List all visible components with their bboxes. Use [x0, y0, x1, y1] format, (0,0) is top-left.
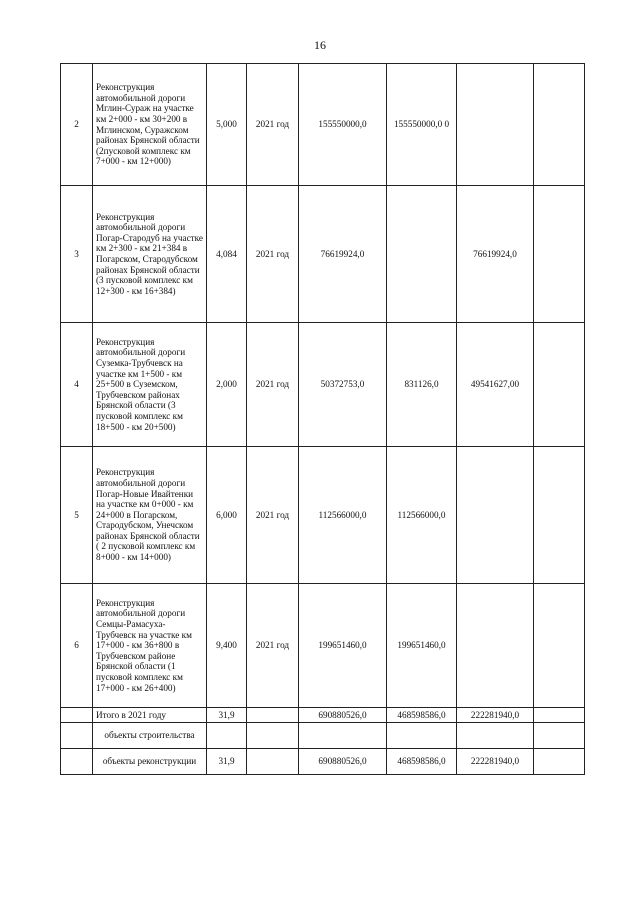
empty-cell [457, 723, 534, 749]
object-year: 2021 год [247, 584, 299, 708]
object-length: 4,084 [207, 186, 247, 323]
object-value-1 [387, 186, 457, 323]
page-number: 16 [314, 38, 326, 52]
object-value-1: 155550000,0 0 [387, 64, 457, 186]
object-name: Реконструкция автомобильной дороги Погар-Стародуб на участке км 2+300 - км 21+384 в Погарском, Стародубском районах Брянской области (3 пусковой комплекс км 12+300 - км 16+384) [93, 186, 207, 323]
row-number: 6 [61, 584, 93, 708]
object-value-1: 831126,0 [387, 323, 457, 447]
empty-cell [534, 64, 585, 186]
summary-row [61, 708, 585, 723]
summary-length: 31,9 [207, 708, 247, 723]
empty-cell [387, 723, 457, 749]
object-year: 2021 год [247, 447, 299, 584]
object-total: 112566000,0 [299, 447, 387, 584]
object-length: 9,400 [207, 584, 247, 708]
empty-cell [299, 723, 387, 749]
row-number: 5 [61, 447, 93, 584]
summary-total: 690880526,0 [299, 708, 387, 723]
object-value-2: 49541627,00 [457, 323, 534, 447]
reconstruction-value-2: 222281940,0 [457, 749, 534, 775]
empty-cell [534, 323, 585, 447]
table-row [61, 323, 585, 447]
object-value-2 [457, 64, 534, 186]
object-value-1: 112566000,0 [387, 447, 457, 584]
empty-cell [61, 749, 93, 775]
empty-cell [247, 708, 299, 723]
object-year: 2021 год [247, 323, 299, 447]
empty-cell [534, 749, 585, 775]
summary-value-2: 222281940,0 [457, 708, 534, 723]
row-number: 4 [61, 323, 93, 447]
empty-cell [247, 749, 299, 775]
reconstruction-row [61, 749, 585, 775]
object-value-1: 199651460,0 [387, 584, 457, 708]
row-number: 2 [61, 64, 93, 186]
object-name: Реконструкция автомобильной дороги Суземка-Трубчевск на участке км 1+500 - км 25+500 в Суземском, Трубчевском районах Брянской области (3 пусковой комплекс км 18+500 - км 20+500) [93, 323, 207, 447]
empty-cell [534, 708, 585, 723]
reconstruction-length: 31,9 [207, 749, 247, 775]
empty-cell [207, 723, 247, 749]
object-total: 76619924,0 [299, 186, 387, 323]
object-total: 50372753,0 [299, 323, 387, 447]
object-length: 6,000 [207, 447, 247, 584]
table-row [61, 64, 585, 186]
table-row [61, 584, 585, 708]
empty-cell [247, 723, 299, 749]
summary-value-1: 468598586,0 [387, 708, 457, 723]
empty-cell [61, 708, 93, 723]
object-value-2: 76619924,0 [457, 186, 534, 323]
table-row [61, 447, 585, 584]
empty-cell [534, 447, 585, 584]
object-name: Реконструкция автомобильной дороги Погар-Новые Ивайтенки на участке км 0+000 - км 24+000 в Погарском, Стародубском, Унечском районах Брянской области ( 2 пусковой комплекс км 8+000 - км 14+000) [93, 447, 207, 584]
empty-cell [534, 186, 585, 323]
empty-cell [534, 723, 585, 749]
object-year: 2021 год [247, 186, 299, 323]
empty-cell [61, 723, 93, 749]
construction-row [61, 723, 585, 749]
object-length: 2,000 [207, 323, 247, 447]
reconstruction-label: объекты реконструкции [93, 749, 207, 775]
object-value-2 [457, 447, 534, 584]
reconstruction-value-1: 468598586,0 [387, 749, 457, 775]
object-total: 155550000,0 [299, 64, 387, 186]
reconstruction-total: 690880526,0 [299, 749, 387, 775]
objects-table [60, 63, 585, 775]
table-row [61, 186, 585, 323]
row-number: 3 [61, 186, 93, 323]
summary-label: Итого в 2021 году [93, 708, 207, 723]
construction-label: объекты строительства [93, 723, 207, 749]
object-name: Реконструкция автомобильной дороги Мглин-Сураж на участке км 2+000 - км 30+200 в Мглинском, Суражском районах Брянской области (2пусковой комплекс км 7+000 - км 12+000) [93, 64, 207, 186]
object-value-2 [457, 584, 534, 708]
object-name: Реконструкция автомобильной дороги Семцы-Рамасуха-Трубчевск на участке км 17+000 - км 36+800 в Трубчевском районе Брянской области (1 пусковой комплекс км 17+000 - км 26+400) [93, 584, 207, 708]
object-length: 5,000 [207, 64, 247, 186]
empty-cell [534, 584, 585, 708]
object-year: 2021 год [247, 64, 299, 186]
object-total: 199651460,0 [299, 584, 387, 708]
